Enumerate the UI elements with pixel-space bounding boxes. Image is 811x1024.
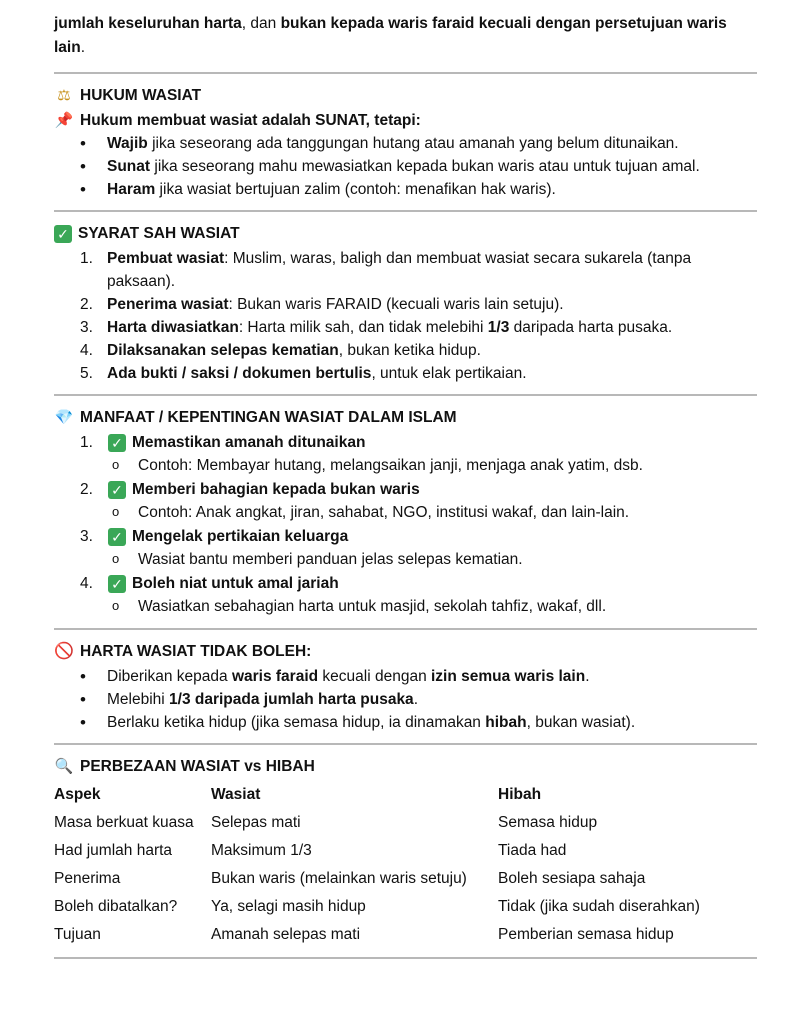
item-text: : Harta milik sah, dan tidak melebihi — [238, 319, 488, 336]
hukum-subheading — [54, 109, 757, 132]
section-heading-perbezaan — [54, 755, 757, 778]
section-heading-hukum — [54, 84, 757, 107]
subheading-text: Hukum membuat wasiat adalah SUNAT, tetapi: — [80, 112, 421, 129]
check-box-icon: ✓ — [108, 575, 126, 593]
section-tidak-boleh — [54, 630, 757, 743]
section-manfaat — [54, 396, 757, 628]
table-cell: Tidak (jika sudah diserahkan) — [498, 897, 700, 915]
item-text: : Bukan waris FARAID (kecuali waris lain setuju). — [228, 296, 564, 313]
item-number: 3. — [80, 319, 93, 336]
item-text: Diberikan kepada — [107, 668, 232, 685]
list-item — [80, 247, 757, 293]
item-text: . — [585, 668, 590, 685]
section-perbezaan — [54, 745, 757, 957]
item-text: Melebihi — [107, 691, 170, 708]
item-number: 2. — [80, 296, 93, 313]
gem-icon: 💎 — [54, 409, 74, 426]
item-number: 1. — [80, 434, 93, 451]
syarat-list — [54, 247, 757, 385]
intro-text-2: . — [80, 39, 86, 56]
item-bold: hibah — [485, 714, 527, 731]
list-item — [80, 362, 757, 385]
item-number: 1. — [80, 250, 93, 267]
table-row — [54, 864, 738, 892]
list-item — [80, 155, 757, 178]
item-bold: 1/3 daripada jumlah harta pusaka — [169, 691, 414, 708]
list-item — [80, 178, 757, 201]
item-number: 4. — [80, 342, 93, 359]
table-cell: Masa berkuat kuasa — [54, 813, 194, 831]
hukum-list — [54, 132, 757, 201]
table-cell: Tujuan — [54, 925, 101, 943]
manfaat-item — [54, 431, 757, 477]
column-header: Aspek — [54, 785, 101, 803]
section-syarat — [54, 212, 757, 394]
item-number: 4. — [80, 575, 93, 592]
item-text: kecuali dengan — [318, 668, 431, 685]
balance-scale-icon: ⚖ — [57, 87, 71, 104]
item-number: 3. — [80, 528, 93, 545]
list-item — [80, 293, 757, 316]
list-item — [80, 665, 757, 688]
item-sub: o Contoh: Anak angkat, jiran, sahabat, NGO, institusi wakaf, dan lain-lain. — [54, 501, 757, 524]
item-text: , bukan wasiat). — [526, 714, 636, 731]
section-heading-syarat — [54, 222, 757, 245]
table-row — [54, 808, 738, 836]
pushpin-icon: 📌 — [54, 112, 74, 129]
list-item — [80, 711, 757, 734]
item-bold: Wajib — [107, 135, 148, 152]
table-cell: Penerima — [54, 869, 121, 887]
item-text: daripada harta pusaka. — [509, 319, 673, 336]
item-bold: Sunat — [107, 158, 151, 175]
item-text: . — [413, 691, 418, 708]
list-item — [80, 316, 757, 339]
item-number: 5. — [80, 365, 93, 382]
item-bold: Pembuat wasiat — [107, 250, 225, 267]
check-box-icon: ✓ — [108, 434, 126, 452]
item-title: Memastikan amanah ditunaikan — [132, 434, 366, 451]
section-heading-manfaat — [54, 406, 757, 429]
item-title: Boleh niat untuk amal jariah — [132, 575, 339, 592]
item-bold: Haram — [107, 181, 156, 198]
section-heading-tidak-boleh — [54, 640, 757, 663]
magnifying-glass-icon: 🔍 — [54, 758, 74, 775]
table-cell: Boleh dibatalkan? — [54, 897, 178, 915]
item-bold: Penerima wasiat — [107, 296, 229, 313]
column-header: Hibah — [498, 785, 542, 803]
manfaat-item — [54, 525, 757, 571]
item-text: jika seseorang mahu mewasiatkan kepada bukan waris atau untuk tujuan amal. — [150, 158, 700, 175]
check-box-icon: ✓ — [108, 481, 126, 499]
heading-text: SYARAT SAH WASIAT — [78, 225, 240, 242]
intro-bold-2: bukan kepada waris faraid kecuali dengan persetujuan waris lain — [54, 15, 727, 56]
item-title: Memberi bahagian kepada bukan waris — [132, 481, 420, 498]
item-text: Berlaku ketika hidup (jika semasa hidup, ia dinamakan — [107, 714, 486, 731]
heading-text: MANFAAT / KEPENTINGAN WASIAT DALAM ISLAM — [80, 409, 457, 426]
item-sub: o Wasiatkan sebahagian harta untuk masjid, sekolah tahfiz, wakaf, dll. — [54, 595, 757, 618]
table-cell: Amanah selepas mati — [211, 925, 361, 943]
table-row — [54, 920, 738, 948]
list-item — [80, 339, 757, 362]
table-cell: Tiada had — [498, 841, 567, 859]
check-box-icon: ✓ — [54, 225, 72, 243]
item-bold: 1/3 — [487, 319, 510, 336]
heading-text: HUKUM WASIAT — [80, 87, 202, 104]
item-text: jika wasiat bertujuan zalim (contoh: menafikan hak waris). — [155, 181, 556, 198]
item-text: , untuk elak pertikaian. — [371, 365, 527, 382]
table-header-row — [54, 780, 738, 808]
table-cell: Pemberian semasa hidup — [498, 925, 674, 943]
table-cell: Maksimum 1/3 — [211, 841, 312, 859]
manfaat-item — [54, 572, 757, 618]
check-box-icon: ✓ — [108, 528, 126, 546]
list-item — [80, 688, 757, 711]
item-bold: Harta diwasiatkan — [107, 319, 239, 336]
item-bold: waris faraid — [231, 668, 319, 685]
comparison-table — [54, 780, 738, 948]
divider — [54, 957, 757, 959]
list-item — [80, 132, 757, 155]
intro-text-1: , dan — [241, 15, 281, 32]
section-hukum — [54, 74, 757, 210]
item-bold: Dilaksanakan selepas kematian — [107, 342, 339, 359]
table-cell: Semasa hidup — [498, 813, 598, 831]
item-bold: izin semua waris lain — [431, 668, 586, 685]
table-cell: Had jumlah harta — [54, 841, 173, 859]
table-cell: Selepas mati — [211, 813, 301, 831]
table-cell: Boleh sesiapa sahaja — [498, 869, 646, 887]
item-number: 2. — [80, 481, 93, 498]
item-sub: o Wasiat bantu memberi panduan jelas selepas kematian. — [54, 548, 757, 571]
table-row — [54, 892, 738, 920]
table-cell: Bukan waris (melainkan waris setuju) — [211, 869, 467, 887]
no-entry-icon: 🚫 — [54, 642, 74, 660]
intro-paragraph — [54, 12, 757, 60]
table-row — [54, 836, 738, 864]
column-header: Wasiat — [211, 785, 261, 803]
item-text: : Muslim, waras, baligh dan membuat wasiat secara sukarela (tanpa paksaan). — [107, 250, 692, 290]
intro-bold-1: jumlah keseluruhan harta — [54, 15, 242, 32]
item-bold: Ada bukti / saksi / dokumen bertulis — [107, 365, 372, 382]
item-title: Mengelak pertikaian keluarga — [132, 528, 349, 545]
heading-text: HARTA WASIAT TIDAK BOLEH: — [80, 643, 312, 660]
item-sub: o Contoh: Membayar hutang, melangsaikan janji, menjaga anak yatim, dsb. — [54, 454, 757, 477]
manfaat-item — [54, 478, 757, 524]
item-text: , bukan ketika hidup. — [338, 342, 481, 359]
item-text: jika seseorang ada tanggungan hutang atau amanah yang belum ditunaikan. — [147, 135, 679, 152]
tidak-boleh-list — [54, 665, 757, 734]
heading-text: PERBEZAAN WASIAT vs HIBAH — [80, 758, 315, 775]
table-cell: Ya, selagi masih hidup — [211, 897, 366, 915]
